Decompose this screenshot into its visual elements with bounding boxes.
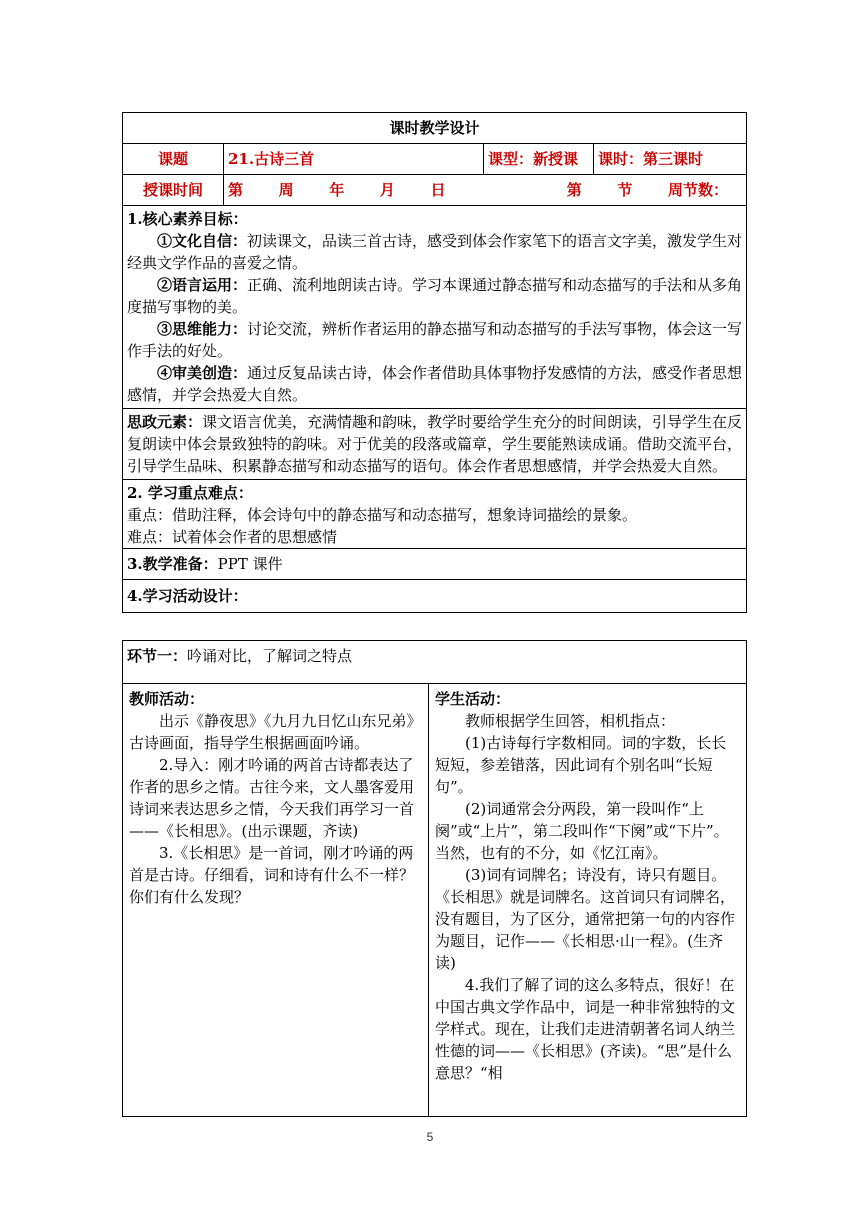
page-number: 5	[426, 1130, 434, 1144]
student-activity	[429, 684, 747, 1117]
goal-item: ①文化自信：初读课文，品读三首古诗，感受到体会作家笔下的语言文字美，激发学生对经典文学作品的喜爱之情。	[127, 232, 743, 272]
key-heading: 2. 学习重点难点：	[127, 484, 253, 502]
student-para: 教师根据学生回答，相机指点：	[465, 712, 676, 730]
teacher-para: 2.导入：刚才吟诵的两首古诗都表达了作者的思乡之情。古往今来，文人墨客爱用诗词来表达思乡之情，今天我们再学习一首——《长相思》。(出示课题，齐读)	[129, 756, 415, 840]
week-prefix: 第	[228, 181, 244, 199]
time-label: 授课时间	[123, 175, 224, 206]
goal-item: ②语言运用：正确、流利地朗读古诗。学习本课通过静态描写和动态描写的手法和从多角度描写事物的美。	[127, 276, 743, 316]
time-value	[224, 175, 747, 206]
key-points-section	[123, 480, 747, 549]
topic-label: 课题	[123, 144, 224, 175]
weekly-count: 周节数：	[667, 181, 728, 199]
key-focus: 重点：借助注释，体会诗句中的静态描写和动态描写，想象诗词描绘的景象。	[127, 506, 638, 524]
teacher-para: 出示《静夜思》《九月九日忆山东兄弟》古诗画面，指导学生根据画面吟诵。	[129, 712, 422, 752]
teacher-activity	[123, 684, 429, 1117]
student-heading: 学生活动：	[435, 690, 511, 708]
topic-value: 21.古诗三首	[224, 144, 484, 175]
ideology-section: 思政元素：课文语言优美，充满情趣和韵味，教学时要给学生充分的时间朗读，引导学生在反复朗读中体会景致独特的韵味。对于优美的段落或篇章，学生要能熟读成诵。借助交流平台，引导学生品味、积累静态描写和动态描写的语句。体会作者思想感情，并学会热爱大自然。	[123, 409, 747, 480]
goal-item: ④审美创造：通过反复品读古诗，体会作者借助具体事物抒发感情的方法，感受作者思想感情，并学会热爱大自然。	[127, 364, 743, 404]
week-suffix: 周	[278, 181, 294, 199]
teacher-heading: 教师活动：	[129, 690, 205, 708]
preparation-section: 3.教学准备：PPT 课件	[123, 549, 747, 580]
core-goals	[123, 206, 747, 409]
student-para: (3)词有词牌名；诗没有，诗只有题目。《长相思》就是词牌名。这首词只有词牌名，没有题目，为了区分，通常把第一句的内容作为题目，记作——《长相思·山一程》。(生齐读)	[435, 866, 736, 972]
year-label: 年	[329, 181, 345, 199]
goal-item: ③思维能力：讨论交流，辨析作者运用的静态描写和动态描写的手法写事物，体会这一写作手法的好处。	[127, 320, 743, 360]
key-difficulty: 难点：试着体会作者的思想感情	[127, 528, 338, 546]
goals-heading: 1.核心素养目标：	[127, 210, 248, 228]
section-prefix: 第	[566, 181, 582, 199]
activity-design-heading: 4.学习活动设计：	[123, 580, 747, 613]
month-label: 月	[379, 181, 395, 199]
day-label: 日	[430, 181, 446, 199]
student-para: 4.我们了解了词的这么多特点，很好！在中国古典文学作品中，词是一种非常独特的文学样式。现在，让我们走进清朝著名词人纳兰性德的词——《长相思》(齐读)。“思”是什么意思？“相	[435, 976, 736, 1082]
section-suffix: 节	[617, 181, 633, 199]
lesson-info-table	[122, 112, 747, 613]
student-para: (1)古诗每行字数相同。词的字数，长长短短，参差错落，因此词有个别名叫“长短句”。	[435, 734, 727, 796]
lesson-type: 课型：新授课	[484, 144, 594, 175]
table-title: 课时教学设计	[123, 113, 747, 144]
stage-one: 环节一：吟诵对比，了解词之特点	[123, 641, 747, 684]
student-para: (2)词通常会分两段，第一段叫作“上阕”或“上片”，第二段叫作“下阕”或“下片”。当然，也有的不分，如《忆江南》。	[435, 800, 729, 862]
activity-table	[122, 640, 747, 1117]
lesson-period: 课时：第三课时	[594, 144, 747, 175]
teacher-para: 3.《长相思》是一首词，刚才吟诵的两首是古诗。仔细看，词和诗有什么不一样？你们有什么发现？	[129, 844, 415, 906]
